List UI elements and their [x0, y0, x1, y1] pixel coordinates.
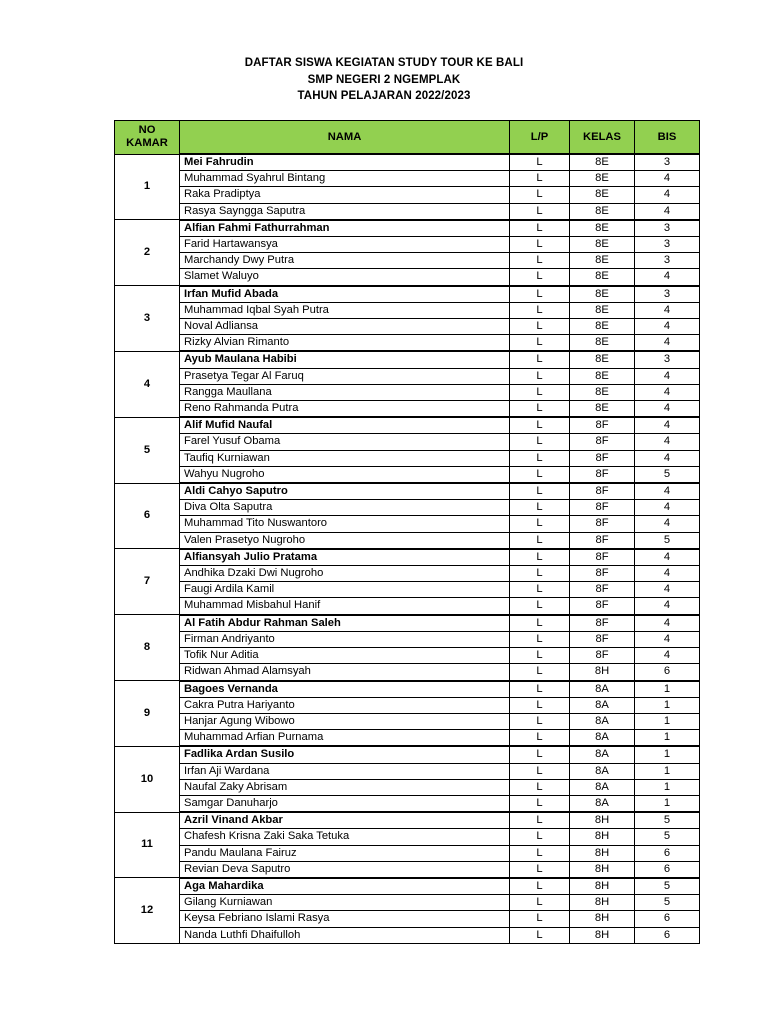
class-cell: 8F [570, 466, 635, 483]
student-table [114, 120, 700, 944]
student-name-cell: Pandu Maulana Fairuz [180, 845, 510, 861]
bus-cell: 1 [635, 713, 700, 729]
student-name-cell: Mei Fahrudin [180, 154, 510, 171]
bus-cell: 3 [635, 351, 700, 368]
student-name-cell: Fadlika Ardan Susilo [180, 746, 510, 763]
bus-cell: 4 [635, 648, 700, 664]
class-cell: 8E [570, 302, 635, 318]
class-cell: 8E [570, 401, 635, 418]
gender-cell: L [510, 269, 570, 286]
table-row [115, 401, 700, 418]
class-cell: 8H [570, 911, 635, 927]
table-row [115, 351, 700, 368]
bus-cell: 4 [635, 171, 700, 187]
student-name-cell: Raka Pradiptya [180, 187, 510, 203]
gender-cell: L [510, 779, 570, 795]
table-row [115, 812, 700, 829]
class-cell: 8E [570, 220, 635, 237]
table-row [115, 171, 700, 187]
table-row [115, 450, 700, 466]
gender-cell: L [510, 384, 570, 400]
table-row [115, 253, 700, 269]
bus-cell: 6 [635, 861, 700, 878]
gender-cell: L [510, 450, 570, 466]
bus-cell: 5 [635, 532, 700, 549]
student-name-cell: Faugi Ardila Kamil [180, 582, 510, 598]
gender-cell: L [510, 351, 570, 368]
table-row [115, 516, 700, 532]
table-body [115, 154, 700, 943]
table-row [115, 434, 700, 450]
room-number-cell: 5 [115, 417, 180, 483]
class-cell: 8H [570, 895, 635, 911]
class-cell: 8F [570, 500, 635, 516]
gender-cell: L [510, 648, 570, 664]
bus-cell: 5 [635, 895, 700, 911]
table-row [115, 829, 700, 845]
table-row [115, 220, 700, 237]
bus-cell: 3 [635, 253, 700, 269]
table-row [115, 664, 700, 681]
table-row [115, 615, 700, 632]
table-row [115, 746, 700, 763]
table-row [115, 730, 700, 747]
table-row [115, 154, 700, 171]
bus-cell: 1 [635, 795, 700, 812]
student-name-cell: Valen Prasetyo Nugroho [180, 532, 510, 549]
student-name-cell: Wahyu Nugroho [180, 466, 510, 483]
table-row [115, 713, 700, 729]
bus-cell: 5 [635, 466, 700, 483]
class-cell: 8H [570, 812, 635, 829]
class-cell: 8F [570, 631, 635, 647]
table-row [115, 795, 700, 812]
class-cell: 8E [570, 269, 635, 286]
table-row [115, 237, 700, 253]
class-cell: 8F [570, 598, 635, 615]
bus-cell: 4 [635, 269, 700, 286]
table-row [115, 631, 700, 647]
class-cell: 8F [570, 615, 635, 632]
class-cell: 8E [570, 187, 635, 203]
gender-cell: L [510, 401, 570, 418]
class-cell: 8F [570, 532, 635, 549]
gender-cell: L [510, 335, 570, 352]
gender-cell: L [510, 664, 570, 681]
table-row [115, 845, 700, 861]
class-cell: 8F [570, 483, 635, 500]
gender-cell: L [510, 417, 570, 434]
class-cell: 8F [570, 582, 635, 598]
student-name-cell: Firman Andriyanto [180, 631, 510, 647]
class-cell: 8E [570, 368, 635, 384]
bus-cell: 4 [635, 500, 700, 516]
table-row [115, 286, 700, 303]
header-nama: NAMA [180, 121, 510, 155]
bus-cell: 4 [635, 335, 700, 352]
title-line-2: SMP NEGERI 2 NGEMPLAK [307, 73, 461, 86]
gender-cell: L [510, 500, 570, 516]
student-name-cell: Farid Hartawansya [180, 237, 510, 253]
class-cell: 8H [570, 861, 635, 878]
bus-cell: 4 [635, 516, 700, 532]
table-row [115, 582, 700, 598]
bus-cell: 3 [635, 286, 700, 303]
student-name-cell: Taufiq Kurniawan [180, 450, 510, 466]
class-cell: 8E [570, 253, 635, 269]
bus-cell: 6 [635, 927, 700, 943]
student-name-cell: Marchandy Dwy Putra [180, 253, 510, 269]
gender-cell: L [510, 598, 570, 615]
room-number-cell: 7 [115, 549, 180, 615]
class-cell: 8F [570, 516, 635, 532]
gender-cell: L [510, 154, 570, 171]
bus-cell: 4 [635, 384, 700, 400]
student-name-cell: Farel Yusuf Obama [180, 434, 510, 450]
gender-cell: L [510, 927, 570, 943]
gender-cell: L [510, 516, 570, 532]
document-titles [0, 55, 768, 105]
bus-cell: 1 [635, 746, 700, 763]
class-cell: 8A [570, 681, 635, 698]
student-name-cell: Aga Mahardika [180, 878, 510, 895]
class-cell: 8H [570, 664, 635, 681]
gender-cell: L [510, 631, 570, 647]
bus-cell: 4 [635, 187, 700, 203]
student-name-cell: Muhammad Misbahul Hanif [180, 598, 510, 615]
gender-cell: L [510, 697, 570, 713]
student-name-cell: Muhammad Arfian Purnama [180, 730, 510, 747]
room-number-cell: 1 [115, 154, 180, 220]
gender-cell: L [510, 319, 570, 335]
bus-cell: 4 [635, 401, 700, 418]
student-name-cell: Chafesh Krisna Zaki Saka Tetuka [180, 829, 510, 845]
bus-cell: 6 [635, 845, 700, 861]
student-name-cell: Diva Olta Saputra [180, 500, 510, 516]
student-name-cell: Tofik Nur Aditia [180, 648, 510, 664]
table-row [115, 648, 700, 664]
gender-cell: L [510, 203, 570, 220]
bus-cell: 4 [635, 615, 700, 632]
gender-cell: L [510, 681, 570, 698]
room-number-cell: 11 [115, 812, 180, 878]
bus-cell: 6 [635, 664, 700, 681]
class-cell: 8H [570, 927, 635, 943]
table-row [115, 549, 700, 566]
gender-cell: L [510, 730, 570, 747]
class-cell: 8A [570, 795, 635, 812]
class-cell: 8E [570, 237, 635, 253]
table-row [115, 384, 700, 400]
gender-cell: L [510, 253, 570, 269]
student-name-cell: Reno Rahmanda Putra [180, 401, 510, 418]
bus-cell: 3 [635, 237, 700, 253]
header-bis: BIS [635, 121, 700, 155]
bus-cell: 4 [635, 417, 700, 434]
bus-cell: 1 [635, 697, 700, 713]
gender-cell: L [510, 187, 570, 203]
student-name-cell: Naufal Zaky Abrisam [180, 779, 510, 795]
student-name-cell: Alfiansyah Julio Pratama [180, 549, 510, 566]
student-name-cell: Muhammad Tito Nuswantoro [180, 516, 510, 532]
gender-cell: L [510, 911, 570, 927]
table-row [115, 302, 700, 318]
gender-cell: L [510, 878, 570, 895]
room-number-cell: 2 [115, 220, 180, 286]
room-number-cell: 3 [115, 286, 180, 352]
title-line-1: DAFTAR SISWA KEGIATAN STUDY TOUR KE BALI [244, 57, 524, 69]
student-name-cell: Slamet Waluyo [180, 269, 510, 286]
bus-cell: 4 [635, 631, 700, 647]
room-number-cell: 6 [115, 483, 180, 549]
student-name-cell: Noval Adliansa [180, 319, 510, 335]
table-row [115, 911, 700, 927]
class-cell: 8H [570, 829, 635, 845]
class-cell: 8F [570, 417, 635, 434]
student-name-cell: Rangga Maullana [180, 384, 510, 400]
table-row [115, 203, 700, 220]
bus-cell: 5 [635, 829, 700, 845]
class-cell: 8E [570, 335, 635, 352]
student-name-cell: Ayub Maulana Habibi [180, 351, 510, 368]
gender-cell: L [510, 582, 570, 598]
gender-cell: L [510, 171, 570, 187]
table-row [115, 466, 700, 483]
student-name-cell: Muhammad Iqbal Syah Putra [180, 302, 510, 318]
gender-cell: L [510, 549, 570, 566]
table-row [115, 878, 700, 895]
gender-cell: L [510, 861, 570, 878]
header-kelas: KELAS [570, 121, 635, 155]
student-name-cell: Hanjar Agung Wibowo [180, 713, 510, 729]
table-row [115, 269, 700, 286]
student-name-cell: Alfian Fahmi Fathurrahman [180, 220, 510, 237]
class-cell: 8A [570, 763, 635, 779]
gender-cell: L [510, 302, 570, 318]
student-name-cell: Andhika Dzaki Dwi Nugroho [180, 566, 510, 582]
header-row [115, 121, 700, 155]
bus-cell: 4 [635, 203, 700, 220]
class-cell: 8F [570, 434, 635, 450]
gender-cell: L [510, 286, 570, 303]
class-cell: 8H [570, 878, 635, 895]
student-name-cell: Irfan Mufid Abada [180, 286, 510, 303]
table-row [115, 598, 700, 615]
student-name-cell: Bagoes Vernanda [180, 681, 510, 698]
bus-cell: 4 [635, 549, 700, 566]
class-cell: 8E [570, 286, 635, 303]
table-row [115, 681, 700, 698]
class-cell: 8A [570, 730, 635, 747]
gender-cell: L [510, 532, 570, 549]
student-name-cell: Alif Mufid Naufal [180, 417, 510, 434]
table-row [115, 187, 700, 203]
gender-cell: L [510, 845, 570, 861]
class-cell: 8E [570, 154, 635, 171]
gender-cell: L [510, 895, 570, 911]
bus-cell: 3 [635, 220, 700, 237]
table-row [115, 861, 700, 878]
bus-cell: 1 [635, 681, 700, 698]
student-name-cell: Rasya Sayngga Saputra [180, 203, 510, 220]
room-number-cell: 8 [115, 615, 180, 681]
gender-cell: L [510, 483, 570, 500]
room-number-cell: 9 [115, 681, 180, 747]
table-row [115, 368, 700, 384]
bus-cell: 3 [635, 154, 700, 171]
class-cell: 8H [570, 845, 635, 861]
gender-cell: L [510, 829, 570, 845]
gender-cell: L [510, 795, 570, 812]
student-name-cell: Ridwan Ahmad Alamsyah [180, 664, 510, 681]
table-row [115, 319, 700, 335]
student-name-cell: Irfan Aji Wardana [180, 763, 510, 779]
bus-cell: 4 [635, 483, 700, 500]
class-cell: 8F [570, 549, 635, 566]
class-cell: 8A [570, 746, 635, 763]
table-row [115, 335, 700, 352]
gender-cell: L [510, 434, 570, 450]
class-cell: 8E [570, 384, 635, 400]
student-name-cell: Nanda Luthfi Dhaifulloh [180, 927, 510, 943]
class-cell: 8E [570, 351, 635, 368]
table-row [115, 697, 700, 713]
table-row [115, 566, 700, 582]
student-name-cell: Rizky Alvian Rimanto [180, 335, 510, 352]
bus-cell: 4 [635, 582, 700, 598]
table-row [115, 500, 700, 516]
class-cell: 8E [570, 171, 635, 187]
student-name-cell: Prasetya Tegar Al Faruq [180, 368, 510, 384]
student-name-cell: Samgar Danuharjo [180, 795, 510, 812]
class-cell: 8F [570, 566, 635, 582]
header-kamar: NO KAMAR [115, 121, 180, 155]
title-line-3: TAHUN PELAJARAN 2022/2023 [297, 90, 471, 102]
bus-cell: 5 [635, 878, 700, 895]
table-row [115, 895, 700, 911]
student-name-cell: Revian Deva Saputro [180, 861, 510, 878]
table-row [115, 483, 700, 500]
student-name-cell: Al Fatih Abdur Rahman Saleh [180, 615, 510, 632]
gender-cell: L [510, 220, 570, 237]
student-name-cell: Aldi Cahyo Saputro [180, 483, 510, 500]
class-cell: 8A [570, 713, 635, 729]
gender-cell: L [510, 763, 570, 779]
class-cell: 8F [570, 450, 635, 466]
class-cell: 8E [570, 319, 635, 335]
gender-cell: L [510, 566, 570, 582]
student-name-cell: Azril Vinand Akbar [180, 812, 510, 829]
bus-cell: 4 [635, 434, 700, 450]
header-lp: L/P [510, 121, 570, 155]
bus-cell: 6 [635, 911, 700, 927]
table-row [115, 763, 700, 779]
table-row [115, 779, 700, 795]
student-name-cell: Cakra Putra Hariyanto [180, 697, 510, 713]
table-row [115, 417, 700, 434]
class-cell: 8A [570, 697, 635, 713]
bus-cell: 1 [635, 763, 700, 779]
bus-cell: 4 [635, 566, 700, 582]
student-name-cell: Keysa Febriano Islami Rasya [180, 911, 510, 927]
bus-cell: 5 [635, 812, 700, 829]
room-number-cell: 10 [115, 746, 180, 812]
bus-cell: 4 [635, 598, 700, 615]
student-name-cell: Gilang Kurniawan [180, 895, 510, 911]
bus-cell: 4 [635, 319, 700, 335]
gender-cell: L [510, 615, 570, 632]
room-number-cell: 4 [115, 351, 180, 417]
gender-cell: L [510, 746, 570, 763]
bus-cell: 1 [635, 779, 700, 795]
bus-cell: 4 [635, 450, 700, 466]
room-number-cell: 12 [115, 878, 180, 943]
bus-cell: 4 [635, 302, 700, 318]
gender-cell: L [510, 368, 570, 384]
gender-cell: L [510, 237, 570, 253]
gender-cell: L [510, 466, 570, 483]
gender-cell: L [510, 812, 570, 829]
table-row [115, 927, 700, 943]
class-cell: 8E [570, 203, 635, 220]
class-cell: 8A [570, 779, 635, 795]
gender-cell: L [510, 713, 570, 729]
class-cell: 8F [570, 648, 635, 664]
table-row [115, 532, 700, 549]
bus-cell: 4 [635, 368, 700, 384]
bus-cell: 1 [635, 730, 700, 747]
student-name-cell: Muhammad Syahrul Bintang [180, 171, 510, 187]
